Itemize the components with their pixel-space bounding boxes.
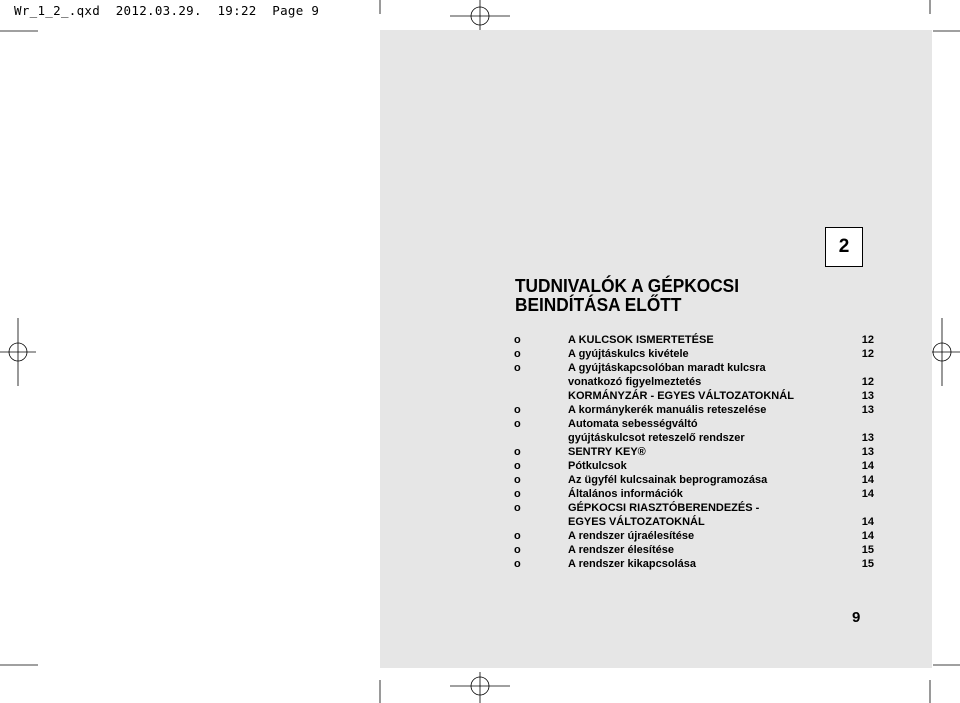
toc-row <box>0 389 960 403</box>
toc-row <box>0 515 960 529</box>
toc-entry: Automata sebességváltó <box>568 418 698 430</box>
toc-bullet: o <box>514 362 521 374</box>
toc-row <box>0 347 960 361</box>
toc-page: 15 <box>861 544 874 556</box>
toc-entry: GÉPKOCSI RIASZTÓBERENDEZÉS - <box>568 502 760 514</box>
toc-entry: vonatkozó figyelmeztetés <box>568 376 702 388</box>
toc-entry: Általános információk <box>568 488 683 500</box>
toc-row <box>0 445 960 459</box>
toc-row <box>0 361 960 375</box>
toc-entry: gyújtáskulcsot reteszelő rendszer <box>568 432 745 444</box>
chapter-number-box <box>825 227 863 267</box>
toc-bullet: o <box>514 474 521 486</box>
toc-entry: Az ügyfél kulcsainak beprogramozása <box>568 474 768 486</box>
toc-row <box>0 459 960 473</box>
toc-row <box>0 333 960 347</box>
toc-page: 12 <box>861 348 874 360</box>
toc-entry: A kormánykerék manuális reteszelése <box>568 404 767 416</box>
toc-entry: A rendszer újraélesítése <box>568 530 695 542</box>
toc-page: 15 <box>861 558 874 570</box>
toc-bullet: o <box>514 418 521 430</box>
toc-row <box>0 557 960 571</box>
table-of-contents <box>0 333 960 571</box>
toc-bullet: o <box>514 334 521 346</box>
toc-bullet: o <box>514 558 521 570</box>
file-slug: Wr_1_2_.qxd 2012.03.29. 19:22 Page 9 <box>14 3 320 18</box>
toc-bullet: o <box>514 488 521 500</box>
toc-bullet: o <box>514 502 521 514</box>
toc-page: 14 <box>861 530 874 542</box>
toc-row <box>0 473 960 487</box>
toc-entry: A rendszer kikapcsolása <box>568 558 696 570</box>
toc-row <box>0 501 960 515</box>
toc-page: 13 <box>861 390 874 402</box>
toc-page: 13 <box>861 446 874 458</box>
toc-page: 14 <box>861 516 874 528</box>
toc-page: 12 <box>861 376 874 388</box>
toc-entry: SENTRY KEY® <box>568 446 646 458</box>
toc-entry: Pótkulcsok <box>568 460 627 472</box>
toc-page: 14 <box>861 474 874 486</box>
toc-page: 13 <box>861 404 874 416</box>
toc-entry: A gyújtáskapcsolóban maradt kulcsra <box>568 362 766 374</box>
toc-bullet: o <box>514 404 521 416</box>
chapter-number: 2 <box>838 236 850 257</box>
toc-page: 14 <box>861 488 874 500</box>
toc-page: 13 <box>861 432 874 444</box>
toc-entry: A gyújtáskulcs kivétele <box>568 348 689 360</box>
toc-bullet: o <box>514 446 521 458</box>
toc-entry: A KULCSOK ISMERTETÉSE <box>568 334 714 346</box>
toc-entry: A rendszer élesítése <box>568 544 674 556</box>
toc-bullet: o <box>514 460 521 472</box>
page-number: 9 <box>852 609 861 626</box>
section-title-line-2: BEINDÍTÁSA ELŐTT <box>515 295 682 315</box>
toc-entry: KORMÁNYZÁR - EGYES VÁLTOZATOKNÁL <box>568 390 794 402</box>
section-title-line-1: TUDNIVALÓK A GÉPKOCSI <box>515 276 740 296</box>
toc-row <box>0 431 960 445</box>
toc-row <box>0 487 960 501</box>
toc-page: 12 <box>861 334 874 346</box>
section-title <box>515 277 803 315</box>
toc-row <box>0 375 960 389</box>
toc-bullet: o <box>514 530 521 542</box>
toc-bullet: o <box>514 348 521 360</box>
toc-row <box>0 403 960 417</box>
toc-bullet: o <box>514 544 521 556</box>
toc-row <box>0 543 960 557</box>
toc-row <box>0 529 960 543</box>
toc-entry: EGYES VÁLTOZATOKNÁL <box>568 516 705 528</box>
toc-page: 14 <box>861 460 874 472</box>
toc-row <box>0 417 960 431</box>
